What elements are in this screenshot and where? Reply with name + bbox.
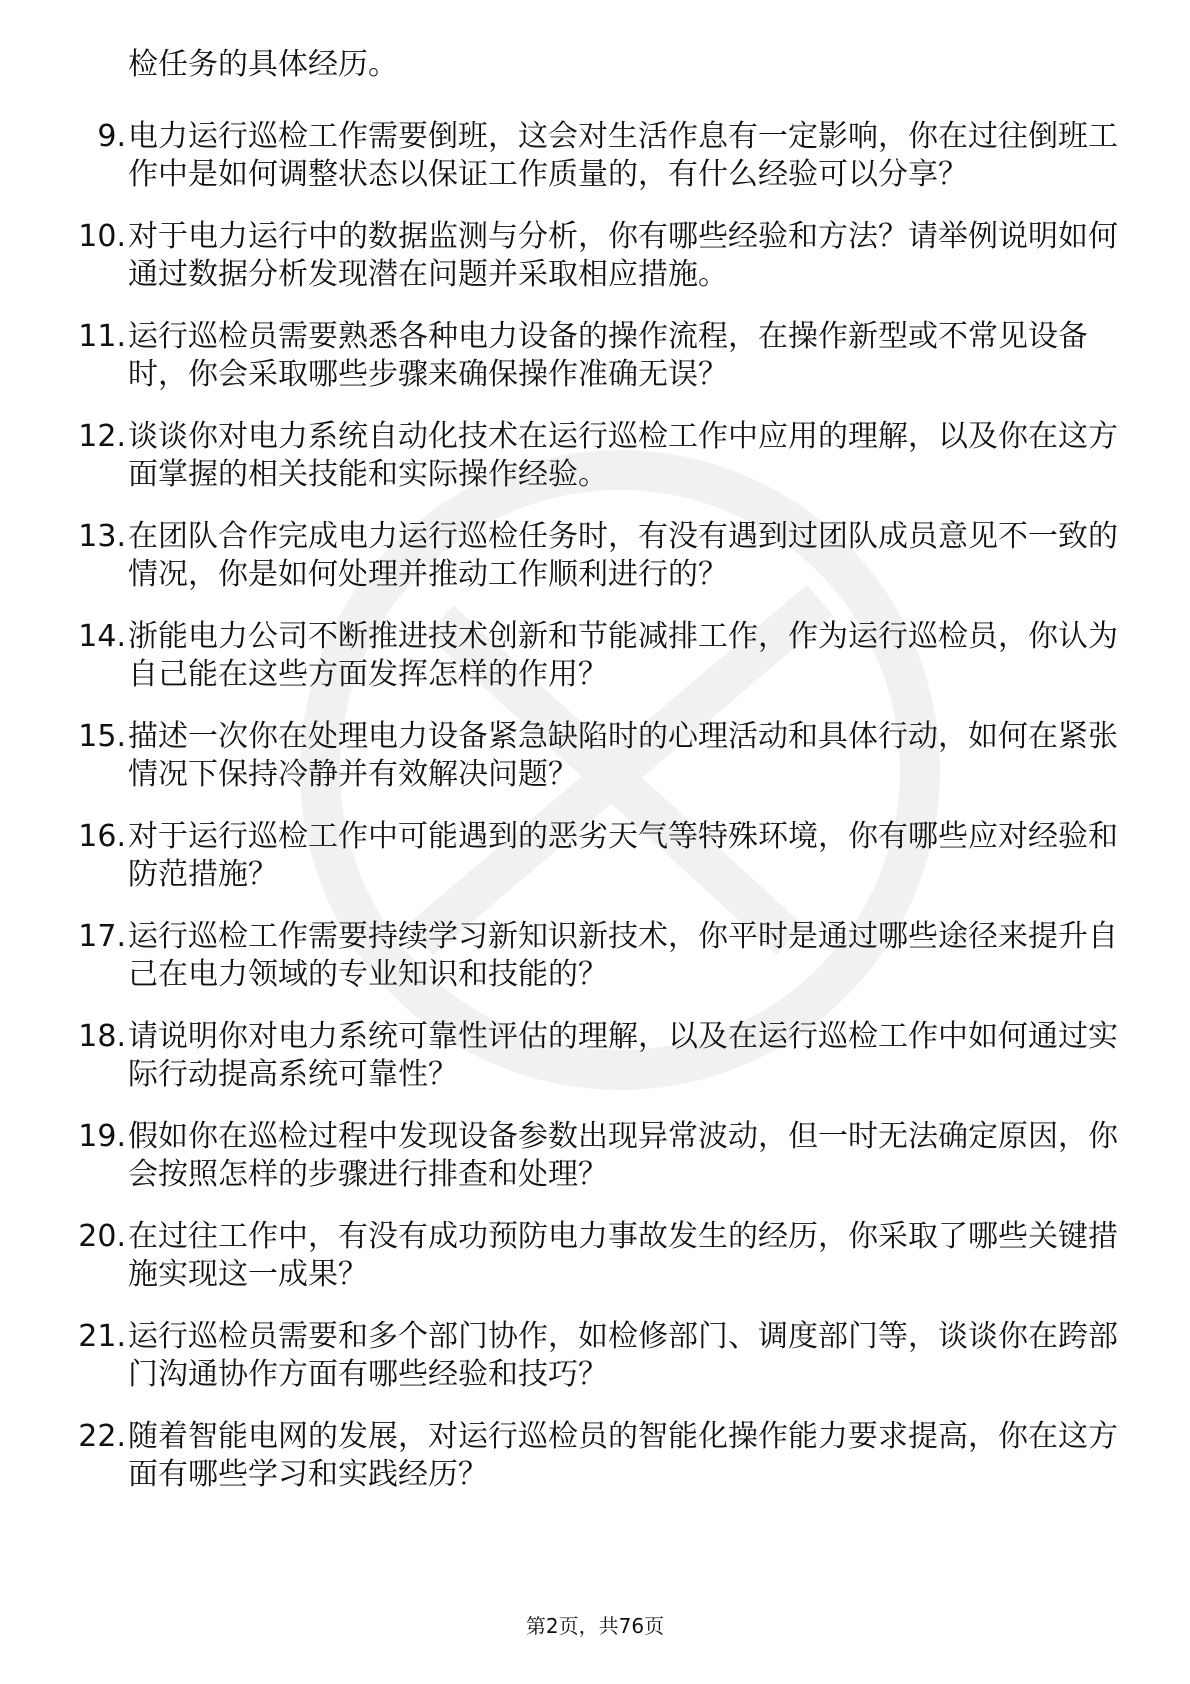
- question-text: 谈谈你对电力系统自动化技术在运行巡检工作中应用的理解，以及你在这方面掌握的相关技能和实际操作经验。: [128, 419, 1118, 492]
- question-text: 随着智能电网的发展，对运行巡检员的智能化操作能力要求提高，你在这方面有哪些学习和实践经历？: [128, 1419, 1118, 1492]
- question-list: [0, 118, 1190, 1518]
- question-number: 19.: [78, 1119, 126, 1154]
- question-number: 15.: [78, 719, 126, 754]
- question-number: 17.: [78, 919, 126, 954]
- question-item: [0, 518, 1190, 602]
- question-item: [0, 1418, 1190, 1502]
- question-number: 12.: [78, 419, 126, 454]
- question-text: 对于运行巡检工作中可能遇到的恶劣天气等特殊环境，你有哪些应对经验和防范措施？: [128, 819, 1118, 892]
- question-number: 18.: [78, 1019, 126, 1054]
- question-item: [0, 1018, 1190, 1102]
- question-number: 13.: [78, 519, 126, 554]
- question-number: 14.: [78, 619, 126, 654]
- question-item: [0, 718, 1190, 802]
- question-number: 16.: [78, 819, 126, 854]
- question-text: 在团队合作完成电力运行巡检任务时，有没有遇到过团队成员意见不一致的情况，你是如何处理并推动工作顺利进行的？: [128, 519, 1118, 592]
- question-text: 浙能电力公司不断推进技术创新和节能减排工作，作为运行巡检员，你认为自己能在这些方面发挥怎样的作用？: [128, 619, 1118, 692]
- question-text: 运行巡检员需要和多个部门协作，如检修部门、调度部门等，谈谈你在跨部门沟通协作方面有哪些经验和技巧？: [128, 1319, 1118, 1392]
- question-item: [0, 218, 1190, 302]
- question-item: [0, 1318, 1190, 1402]
- question-item: [0, 918, 1190, 1002]
- page-number: 第2页，共76页: [525, 1614, 665, 1638]
- question-item: [0, 118, 1190, 202]
- question-number: 10.: [78, 219, 126, 254]
- question-text: 运行巡检员需要熟悉各种电力设备的操作流程，在操作新型或不常见设备时，你会采取哪些步骤来确保操作准确无误？: [128, 319, 1088, 392]
- question-item: [0, 1218, 1190, 1302]
- question-number: 22.: [78, 1419, 126, 1454]
- question-number: 11.: [78, 319, 126, 354]
- question-text: 描述一次你在处理电力设备紧急缺陷时的心理活动和具体行动，如何在紧张情况下保持冷静并有效解决问题？: [128, 719, 1118, 792]
- question-number: 21.: [78, 1319, 126, 1354]
- question-text: 运行巡检工作需要持续学习新知识新技术，你平时是通过哪些途径来提升自己在电力领域的专业知识和技能的？: [128, 919, 1118, 992]
- question-text: 假如你在巡检过程中发现设备参数出现异常波动，但一时无法确定原因，你会按照怎样的步骤进行排查和处理？: [128, 1119, 1118, 1192]
- question-text: 在过往工作中，有没有成功预防电力事故发生的经历，你采取了哪些关键措施实现这一成果？: [128, 1219, 1118, 1292]
- continuation-text: 检任务的具体经历。: [128, 47, 398, 82]
- question-item: [0, 1118, 1190, 1202]
- question-item: [0, 818, 1190, 902]
- question-number: 9.: [97, 119, 126, 154]
- question-text: 电力运行巡检工作需要倒班，这会对生活作息有一定影响，你在过往倒班工作中是如何调整状态以保证工作质量的，有什么经验可以分享？: [128, 119, 1118, 192]
- question-number: 20.: [78, 1219, 126, 1254]
- question-text: 请说明你对电力系统可靠性评估的理解，以及在运行巡检工作中如何通过实际行动提高系统可靠性？: [128, 1019, 1118, 1092]
- question-item: [0, 418, 1190, 502]
- question-item: [0, 318, 1190, 402]
- question-text: 对于电力运行中的数据监测与分析，你有哪些经验和方法？请举例说明如何通过数据分析发现潜在问题并采取相应措施。: [128, 219, 1118, 292]
- question-item: [0, 618, 1190, 702]
